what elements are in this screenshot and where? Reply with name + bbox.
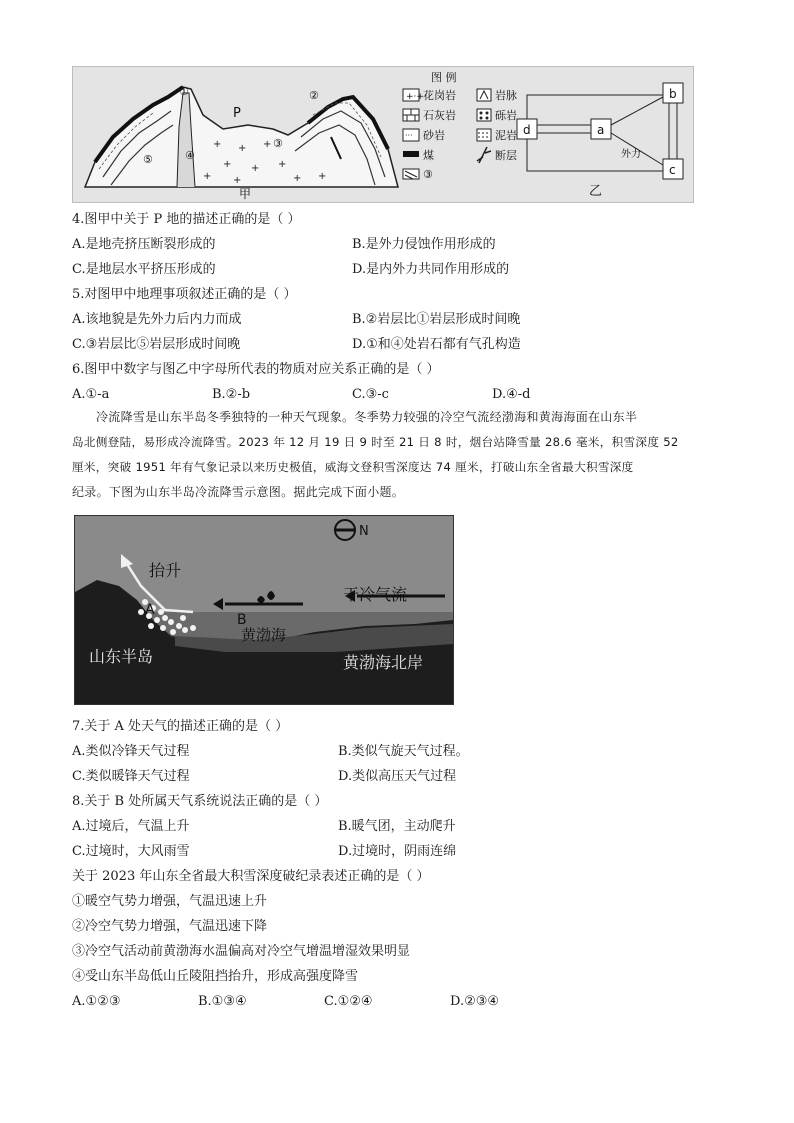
q5-option-c[interactable]: C.③岩层比⑤岩层形成时间晚 — [72, 337, 241, 352]
legend-coal: 煤 — [423, 149, 434, 162]
q9-statement-3: ③冷空气活动前黄渤海水温偏高对冷空气增温增湿效果明显 — [72, 944, 411, 959]
caption-jia: 甲 — [239, 187, 252, 201]
label-a: A — [145, 602, 155, 618]
label-north-shore: 黄渤海北岸 — [343, 653, 424, 672]
legend-title: 图 例 — [431, 71, 457, 84]
legend-fault: 断层 — [495, 149, 517, 162]
q5-option-a[interactable]: A.该地貌是先外力后内力而成 — [72, 312, 242, 327]
legend-limestone: 石灰岩 — [423, 109, 456, 122]
circle-5: ⑤ — [143, 153, 153, 166]
q9-option-b[interactable]: B.①③④ — [198, 994, 247, 1009]
svg-text:+·+: +·+ — [406, 92, 424, 102]
q5-option-b[interactable]: B.②岩层比①岩层形成时间晚 — [352, 312, 521, 327]
circle-2: ② — [309, 89, 319, 102]
q6-option-b[interactable]: B.②-b — [212, 387, 251, 402]
cross-section — [85, 87, 398, 187]
legend-sandstone: 砂岩 — [423, 129, 445, 142]
q7-option-a[interactable]: A.类似冷锋天气过程 — [72, 744, 190, 759]
svg-text:+: + — [213, 139, 222, 150]
node-c: c — [669, 163, 676, 177]
q4-option-d[interactable]: D.是内外力共同作用形成的 — [352, 262, 510, 277]
legend-conglomerate: 砾岩 — [495, 109, 517, 122]
label-p: P — [233, 106, 241, 121]
legend-item-3: ③ — [423, 168, 433, 181]
q7-option-c[interactable]: C.类似暖锋天气过程 — [72, 769, 190, 784]
q4-option-a[interactable]: A.是地壳挤压断裂形成的 — [72, 237, 216, 252]
q5-option-d[interactable]: D.①和④处岩石都有气孔构造 — [352, 337, 521, 352]
svg-text:···: ··· — [405, 131, 413, 140]
q7-option-d[interactable]: D.类似高压天气过程 — [338, 769, 457, 784]
node-a: a — [597, 123, 605, 137]
label-north: N — [359, 524, 369, 539]
label-sea: 黄渤海 — [241, 626, 287, 644]
q6-option-c[interactable]: C.③-c — [352, 387, 389, 402]
node-d: d — [523, 123, 531, 137]
cold-flow-diagram — [75, 516, 453, 704]
legend-mudstone: 泥岩 — [495, 129, 517, 142]
q9-statement-2: ②冷空气势力增强，气温迅速下降 — [72, 919, 268, 934]
q4-option-b[interactable]: B.是外力侵蚀作用形成的 — [352, 237, 496, 252]
q8-option-d[interactable]: D.过境时，阴雨连绵 — [338, 844, 457, 859]
svg-text:+: + — [278, 159, 287, 170]
q6-option-d[interactable]: D.④-d — [492, 387, 531, 402]
circle-3: ③ — [273, 137, 283, 150]
q4-option-c[interactable]: C.是地层水平挤压形成的 — [72, 262, 216, 277]
svg-text:+: + — [251, 163, 260, 174]
passage-line-4: 纪录。下图为山东半岛冷流降雪示意图。据此完成下面小题。 — [72, 485, 405, 499]
svg-text:+: + — [238, 143, 247, 154]
q9-statement-4: ④受山东半岛低山丘陵阻挡抬升，形成高强度降雪 — [72, 969, 359, 984]
passage-line-3: 厘米，突破 1951 年有气象记录以来历史极值，威海文登积雪深度达 74 厘米，打破山东全省最大积雪深度 — [72, 460, 634, 474]
node-b: b — [669, 87, 677, 101]
legend — [403, 70, 517, 181]
passage-line-2: 岛北侧登陆，易形成冷流降雪。2023 年 12 月 19 日 9 时至 21 日 8 时，烟台站降雪量 28.6 毫米，积雪深度 52 — [72, 435, 679, 449]
q5-stem: 5.对图甲中地理事项叙述正确的是（ ） — [72, 287, 297, 302]
circle-1: ① — [179, 85, 189, 98]
rock-cycle-diagram — [517, 83, 683, 199]
q4-stem: 4.图甲中关于 P 地的描述正确的是（ ） — [72, 212, 301, 227]
q6-option-a[interactable]: A.①-a — [72, 387, 110, 402]
q8-option-c[interactable]: C.过境时，大风雨雪 — [72, 844, 190, 859]
q9-stem: 关于 2023 年山东全省最大积雪深度破纪录表述正确的是（ ） — [72, 869, 430, 884]
svg-text:+: + — [293, 173, 302, 184]
svg-text:+: + — [203, 171, 212, 182]
q7-stem: 7.关于 A 处天气的描述正确的是（ ） — [72, 719, 289, 734]
q8-stem: 8.关于 B 处所属天气系统说法正确的是（ ） — [72, 794, 328, 809]
legend-granite: 花岗岩 — [423, 89, 456, 102]
legend-dike: 岩脉 — [495, 89, 517, 102]
q9-option-c[interactable]: C.①②④ — [324, 994, 373, 1009]
geology-diagram — [73, 67, 693, 202]
figure-cold-flow-snow — [74, 515, 454, 705]
svg-text:+: + — [263, 139, 272, 150]
label-external-force: 外力 — [621, 149, 641, 160]
label-lift: 抬升 — [149, 561, 182, 580]
svg-text:+: + — [318, 171, 327, 182]
circle-4: ④ — [185, 149, 195, 162]
q9-option-a[interactable]: A.①②③ — [72, 994, 121, 1009]
label-peninsula: 山东半岛 — [89, 647, 154, 666]
q9-statement-1: ①暖空气势力增强，气温迅速上升 — [72, 894, 268, 909]
q7-option-b[interactable]: B.类似气旋天气过程。 — [338, 744, 469, 759]
q6-stem: 6.图甲中数字与图乙中字母所代表的物质对应关系正确的是（ ） — [72, 362, 440, 377]
caption-yi: 乙 — [589, 184, 603, 199]
q8-option-a[interactable]: A.过境后，气温上升 — [72, 819, 190, 834]
svg-text:+: + — [223, 159, 232, 170]
passage-line-1: 冷流降雪是山东半岛冬季独特的一种天气现象。冬季势力较强的冷空气流经渤海和黄海海面在山东半 — [96, 410, 638, 424]
figure-geology — [72, 66, 694, 203]
q9-option-d[interactable]: D.②③④ — [450, 994, 500, 1009]
label-cold-flow: 干冷气流 — [343, 585, 408, 604]
q8-option-b[interactable]: B.暖气团，主动爬升 — [338, 819, 456, 834]
label-b: B — [237, 612, 247, 628]
svg-text:+: + — [233, 175, 242, 186]
